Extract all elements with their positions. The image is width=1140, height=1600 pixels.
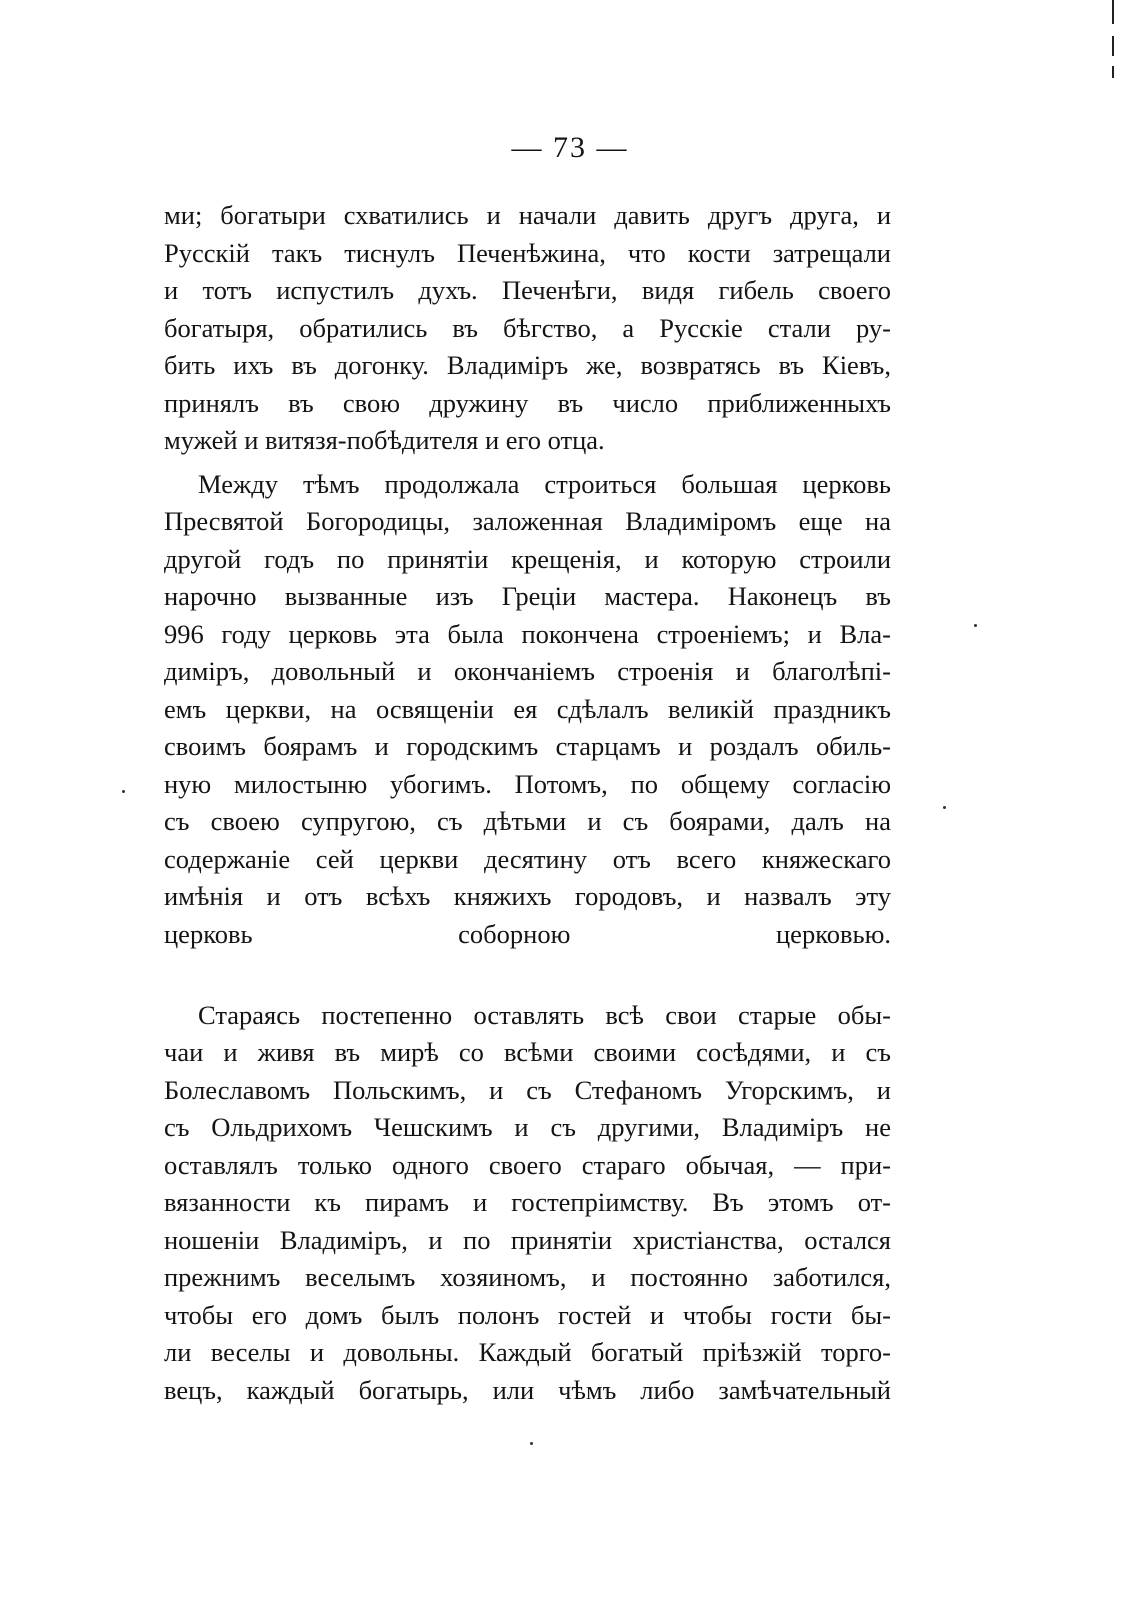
scan-speck bbox=[530, 1442, 533, 1445]
scan-speck bbox=[943, 806, 946, 809]
body-text bbox=[164, 197, 891, 1409]
text-line: мужей и витязя-побѣдителя и его отца. bbox=[164, 425, 605, 455]
text-line: вязанности къ пирамъ и гостепріимству. Въ этомъ от- bbox=[164, 1187, 891, 1217]
text-line: 996 году церковь эта была покончена строеніемъ; и Вла- bbox=[164, 618, 891, 649]
text-line: Болеславомъ Польскимъ, и съ Стефаномъ Угорскимъ, и bbox=[164, 1074, 891, 1105]
text-line: своимъ боярамъ и городскимъ старцамъ и роздалъ обиль- bbox=[164, 731, 891, 761]
text-line: и тотъ испустилъ духъ. Печенѣги, видя гибель своего bbox=[164, 275, 891, 305]
text-line: оставлялъ только одного своего стараго обычая, — при- bbox=[164, 1149, 891, 1180]
text-line bbox=[164, 953, 891, 991]
text-line: Пресвятой Богородицы, заложенная Владиміромъ еще на bbox=[164, 506, 891, 536]
text-line: богатыря, обратились въ бѣгство, а Русскіе стали ру- bbox=[164, 312, 891, 343]
page-number: — 73 — bbox=[511, 131, 629, 164]
text-line: ношеніи Владиміръ, и по принятіи христіанства, остался bbox=[164, 1224, 891, 1255]
text-line: съ своею супругою, съ дѣтьми и съ боярами, далъ на bbox=[164, 806, 891, 836]
text-line: Стараясь постепенно оставлять всѣ свои старые обы- bbox=[198, 999, 891, 1030]
text-line: ную милостыню убогимъ. Потомъ, по общему согласію bbox=[164, 768, 891, 799]
text-line: ми; богатыри схватились и начали давить другъ друга, и bbox=[164, 200, 891, 230]
text-line: имѣнія и отъ всѣхъ княжихъ городовъ, и назвалъ эту bbox=[164, 881, 891, 911]
text-line: церковь соборною церковью. bbox=[164, 918, 891, 949]
scan-edge-mark bbox=[1112, 0, 1114, 24]
scan-speck bbox=[122, 790, 125, 793]
text-line: другой годъ по принятіи крещенія, и которую строили bbox=[164, 543, 891, 574]
text-line: ли веселы и довольны. Каждый богатый пріѣзжій торго- bbox=[164, 1337, 891, 1367]
text-line: чаи и живя въ мирѣ со всѣми своими сосѣдями, и съ bbox=[164, 1037, 891, 1067]
text-line: Русскій такъ тиснулъ Печенѣжина, что кости затрещали bbox=[164, 237, 891, 268]
text-line: Между тѣмъ продолжала строиться большая церковь bbox=[198, 468, 891, 499]
paragraph-3 bbox=[164, 997, 891, 1410]
text-line: чтобы его домъ былъ полонъ гостей и чтобы гости бы- bbox=[164, 1299, 891, 1330]
paragraph-2 bbox=[164, 466, 891, 991]
text-line: съ Ольдрихомъ Чешскимъ и съ другими, Владиміръ не bbox=[164, 1112, 891, 1142]
text-line: диміръ, довольный и окончаніемъ строенія и благолѣпі- bbox=[164, 656, 891, 686]
text-line: емъ церкви, на освященіи ея сдѣлалъ великій праздникъ bbox=[164, 693, 891, 724]
scan-speck bbox=[974, 624, 977, 627]
text-line: нарочно вызванные изъ Греціи мастера. Наконецъ въ bbox=[164, 581, 891, 611]
text-line: принялъ въ свою дружину въ число приближенныхъ bbox=[164, 387, 891, 418]
paragraph-1 bbox=[164, 197, 891, 460]
text-line: прежнимъ веселымъ хозяиномъ, и постоянно заботился, bbox=[164, 1262, 891, 1292]
text-line: бить ихъ въ догонку. Владиміръ же, возвратясь въ Кіевъ, bbox=[164, 350, 891, 380]
scan-edge-mark bbox=[1112, 36, 1114, 56]
scan-edge-mark bbox=[1112, 66, 1114, 78]
text-line: вецъ, каждый богатырь, или чѣмъ либо замѣчательный bbox=[164, 1374, 891, 1405]
text-line: содержаніе сей церкви десятину отъ всего княжескаго bbox=[164, 843, 891, 874]
